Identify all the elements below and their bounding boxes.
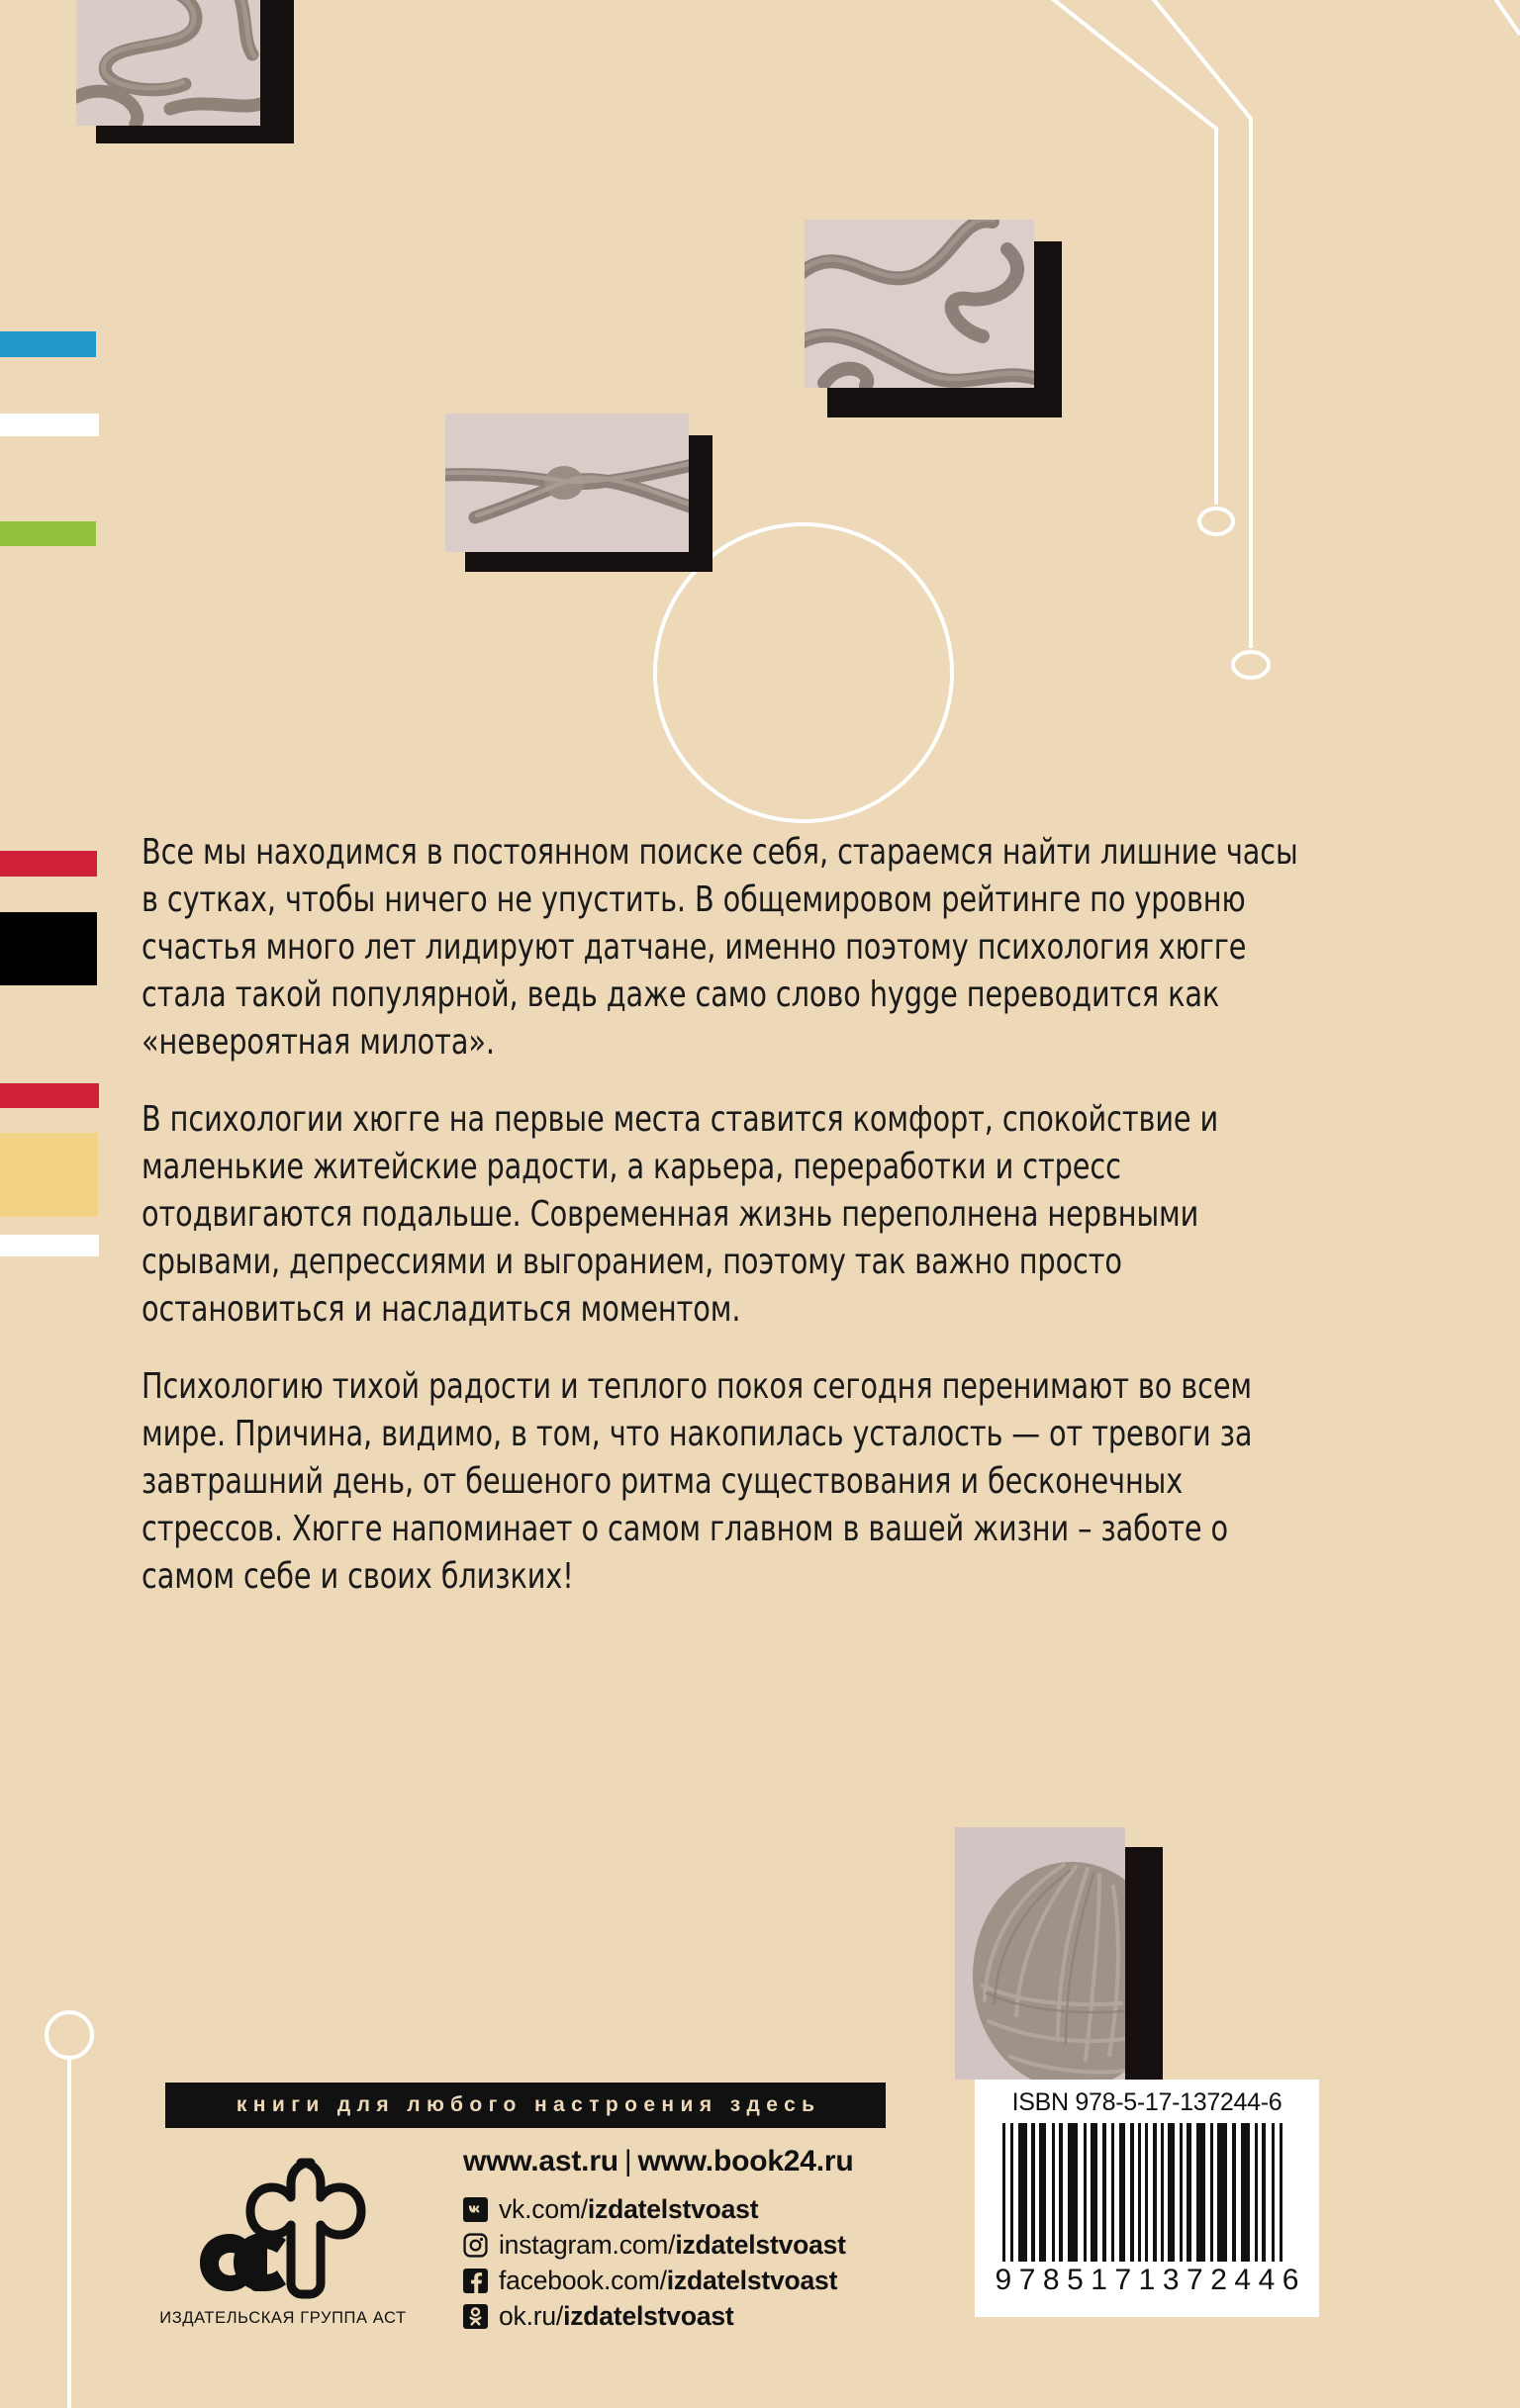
accent-bar-black — [0, 912, 97, 985]
rope-coils-photo — [76, 0, 294, 143]
social-link-facebook[interactable] — [463, 2266, 854, 2296]
rope-knot-photo — [445, 414, 712, 572]
barcode-digit: 1 — [1138, 2264, 1156, 2296]
barcode-digit: 5 — [1067, 2264, 1084, 2296]
barcode-digit: 7 — [1018, 2264, 1036, 2296]
barcode-digit: 3 — [1162, 2264, 1180, 2296]
social-url-instagram: instagram.com/izdatelstvoast — [499, 2230, 846, 2260]
barcode-digit: 6 — [1282, 2264, 1299, 2296]
blurb-paragraph-2: В психологии хюгге на первые места ставится комфорт, спокойствие и маленькие житейские радости, а карьера, переработки и стресс отодвигаются подальше. Современная жизнь переполнена нервными срывами, депрессиями и выгоранием, поэтому так важно просто остановиться и насладиться моментом. — [142, 1099, 1219, 1330]
rope-waves-photo — [805, 220, 1062, 417]
blurb-text — [142, 829, 1319, 1601]
odnoklassniki-icon — [463, 2304, 488, 2329]
barcode-digit: 4 — [1234, 2264, 1252, 2296]
accent-bar-green — [0, 521, 96, 546]
accent-bar-white-bottom — [0, 1235, 99, 1256]
accent-bar-red-lower — [0, 1083, 99, 1108]
photo-frame — [805, 220, 1034, 388]
barcode-digit: 1 — [1091, 2264, 1107, 2296]
social-url-odnoklassniki: ok.ru/izdatelstvoast — [499, 2301, 734, 2331]
ast-logo-icon — [184, 2157, 382, 2303]
publisher-logo-block — [153, 2157, 413, 2328]
blurb-paragraph-1: Все мы находимся в постоянном поиске себя, стараемся найти лишние часы в сутках, чтобы ничего не упустить. В общемировом рейтинге по уровню счастья много лет лидируют датчане, именно поэтому психология хюгге стала такой популярной, ведь даже само слово hygge переводится как «невероятная милота». — [142, 832, 1298, 1063]
facebook-icon — [463, 2269, 488, 2293]
website-separator: | — [623, 2145, 632, 2177]
yarn-ball-photo — [955, 1827, 1163, 2094]
website-primary[interactable]: www.ast.ru — [463, 2145, 618, 2177]
accent-bar-red-upper — [0, 851, 97, 877]
publisher-contacts — [463, 2145, 854, 2337]
barcode-digits — [995, 2262, 1299, 2297]
social-link-instagram[interactable] — [463, 2230, 854, 2261]
website-line — [463, 2145, 854, 2178]
barcode-digit: 9 — [995, 2264, 1012, 2296]
photo-frame — [445, 414, 689, 552]
social-url-vk: vk.com/izdatelstvoast — [499, 2194, 759, 2224]
blurb-paragraph-3: Психологию тихой радости и теплого покоя сегодня перенимают во всем мире. Причина, видимо, в том, что накопилась усталость — от тревоги за завтрашний день, от бешеного ритма существования и бесконечных стрессов. Хюгге напоминает о самом главном в вашей жизни – заботе о самом себе и своих близких! — [142, 1366, 1253, 1597]
barcode-digit: 7 — [1187, 2264, 1203, 2296]
photo-frame — [76, 0, 260, 126]
vk-icon — [463, 2197, 488, 2222]
social-link-vk[interactable] — [463, 2194, 854, 2225]
isbn-label: ISBN 978-5-17-137244-6 — [1011, 2088, 1282, 2116]
social-url-facebook: facebook.com/izdatelstvoast — [499, 2266, 838, 2295]
barcode-digit: 8 — [1042, 2264, 1060, 2296]
barcode-digit: 4 — [1258, 2264, 1276, 2296]
barcode-block — [975, 2080, 1319, 2317]
accent-bar-blue — [0, 331, 96, 357]
barcode-digit: 2 — [1210, 2264, 1227, 2296]
publisher-tagline: книги для любого настроения здесь — [165, 2083, 886, 2128]
photo-frame — [955, 1827, 1125, 2080]
barcode-digit: 7 — [1114, 2264, 1132, 2296]
social-link-odnoklassniki[interactable] — [463, 2301, 854, 2332]
accent-bar-white-top — [0, 414, 99, 436]
instagram-icon — [463, 2233, 488, 2258]
accent-bar-yellow — [0, 1133, 98, 1217]
website-secondary[interactable]: www.book24.ru — [637, 2145, 854, 2177]
publisher-logo-caption: ИЗДАТЕЛЬСКАЯ ГРУППА АСТ — [159, 2309, 407, 2327]
